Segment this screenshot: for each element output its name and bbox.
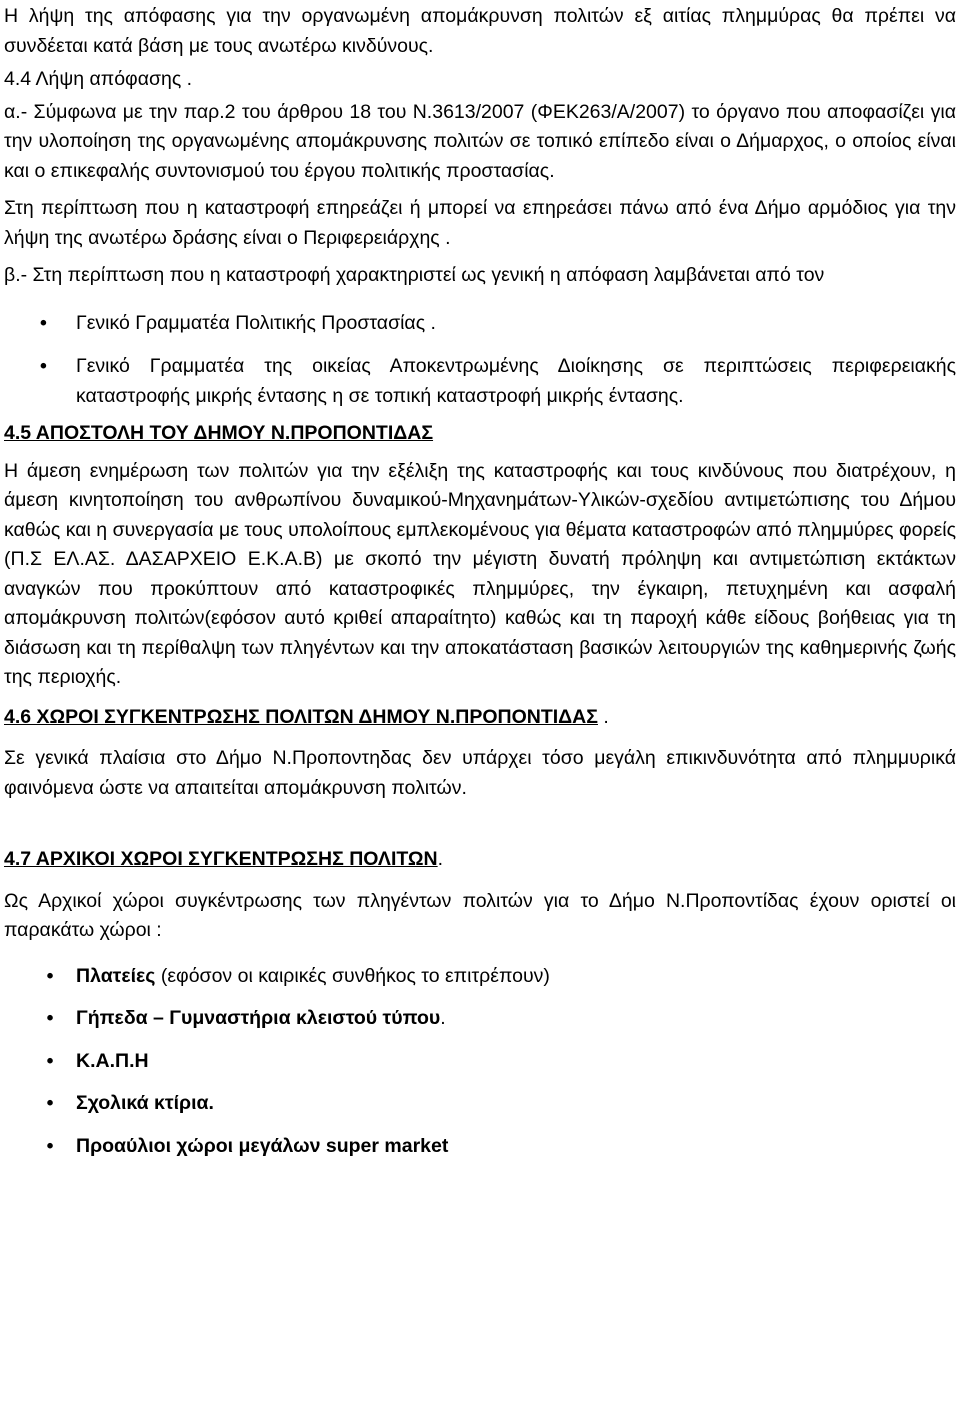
section-4-6-heading-text: 4.6 ΧΩΡΟΙ ΣΥΓΚΕΝΤΡΩΣΗΣ ΠΟΛΙΤΩΝ ΔΗΜΟΥ Ν.ΠΡΟΠΟΝΤΙΔΑΣ [4,705,598,728]
list-item-text: Γενικό Γραμματέα Πολιτικής Προστασίας . [76,311,436,334]
list-item [4,1047,956,1077]
list-item-bold: Γήπεδα – Γυμναστήρια κλειστού τύπου [76,1007,441,1029]
section-4-6-heading [4,703,956,733]
bullet-icon: • [46,1007,54,1029]
list-item [4,1089,956,1119]
list-item-text: Γενικό Γραμματέα της οικείας Αποκεντρωμένης Διοίκησης σε περιπτώσεις περιφερειακής καταστροφής μικρής έντασης η σε τοπική καταστροφή μικρής έντασης. [76,355,956,407]
list-item-rest: (εφόσον οι καιρικές συνθήκος το επιτρέπουν) [155,964,550,987]
section-4-7-heading-suffix: . [437,848,444,870]
section-4-7-paragraph: Ως Αρχικοί χώροι συγκέντρωσης των πληγέντων πολιτών για το Δήμο Ν.Προποντίδας έχουν οριστεί οι παρακάτω χώροι : [4,889,956,941]
section-4-6-heading-suffix: . [597,705,609,728]
list-item-rest: . [440,1007,446,1029]
bullet-icon: • [46,1134,54,1157]
list-item [4,1132,956,1162]
section-4-5-paragraph: Η άμεση ενημέρωση των πολιτών για την εξέλιξη της καταστροφής και τους κινδύνους που διατρέχουν, η άμεση κινητοποίηση του ανθρωπίνου δυναμικού-Μηχανημάτων-Υλικών-σχεδίου αντιμετώπισης του Δήμου καθώς και η συνεργασία με τους υπολοίπους εμπλεκομένους για θέματα καταστροφών από πλημμύρες φορείς (Π.Σ ΕΛ.ΑΣ. ΔΑΣΑΡΧΕΙΟ Ε.Κ.Α.Β) με σκοπό την μέγιστη δυνατή πρόληψη και αντιμετώπιση εκτάκτων αναγκών που προκύπτουν από καταστροφικές πλημμύρες, την έγκαιρη, πετυχημένη και ασφαλή απομάκρυνση πολιτών(εφόσον αυτό κριθεί απαραίτητο) καθώς και τη παροχή κάθε είδους βοήθειας για τη διάσωση και τη περίθαλψη των πληγέντων και την αποκατάσταση βασικών λειτουργιών της καθημερινής ζωής της περιοχής. [4,459,956,688]
bullet-icon: • [46,964,54,987]
authority-list [4,309,956,412]
list-item-bold: Κ.Α.Π.Η [76,1049,149,1072]
section-4-4-paragraph-a: α.- Σύμφωνα με την παρ.2 του άρθρου 18 του Ν.3613/2007 (ΦΕΚ263/Α/2007) το όργανο που αποφασίζει για την υλοποίηση της οργανωμένης απομάκρυνσης πολιτών σε τοπικό επίπεδο είναι ο Δήμαρχος, ο οποίος είναι και ο επικεφαλής συντονισμού του έργου πολιτικής προστασίας. [4,100,956,182]
section-4-6-paragraph: Σε γενικά πλαίσια στο Δήμο Ν.Προποντηδας δεν υπάρχει τόσο μεγάλη επικινδυνότητα από πλημμυρικά φαινόμενα ώστε να απαιτείται απομάκρυνση πολιτών. [4,747,956,799]
section-4-7-heading-text: 4.7 ΑΡΧΙΚΟΙ ΧΩΡΟΙ ΣΥΓΚΕΝΤΡΩΣΗΣ ΠΟΛΙΤΩΝ [4,848,438,870]
list-item [4,962,956,992]
gathering-places-list [4,962,956,1162]
section-4-7-heading [4,845,956,875]
list-item-bold: Πλατείες [76,964,156,987]
bullet-icon: • [40,311,47,334]
list-item [4,309,956,339]
section-4-5-heading-text: 4.5 ΑΠΟΣΤΟΛΗ ΤΟΥ ΔΗΜΟΥ Ν.ΠΡΟΠΟΝΤΙΔΑΣ [4,422,434,444]
section-4-4-heading: 4.4 Λήψη απόφασης . [4,68,193,90]
list-item [4,1004,956,1034]
list-item-bold: Προαύλιοι χώροι μεγάλων super market [76,1134,449,1157]
bullet-icon: • [40,355,47,377]
section-4-5-heading [4,419,956,449]
list-item [4,352,956,411]
bullet-icon: • [46,1092,54,1114]
bullet-icon: • [46,1049,54,1072]
intro-paragraph: Η λήψη της απόφασης για την οργανωμένη απομάκρυνση πολιτών εξ αιτίας πλημμύρας θα πρέπει να συνδέεται κατά βάση με τους ανωτέρω κινδύνους. [4,5,956,57]
document-page [4,2,956,1161]
list-item-bold: Σχολικά κτίρια. [76,1092,214,1114]
section-4-4-paragraph-region: Στη περίπτωση που η καταστροφή επηρεάζει ή μπορεί να επηρεάσει πάνω από ένα Δήμο αρμόδιος για την λήψη της ανωτέρω δράσης είναι ο Περιφερειάρχης . [4,197,956,249]
section-4-4-paragraph-b: β.- Στη περίπτωση που η καταστροφή χαρακτηριστεί ως γενική η απόφαση λαμβάνεται από τον [4,264,825,286]
